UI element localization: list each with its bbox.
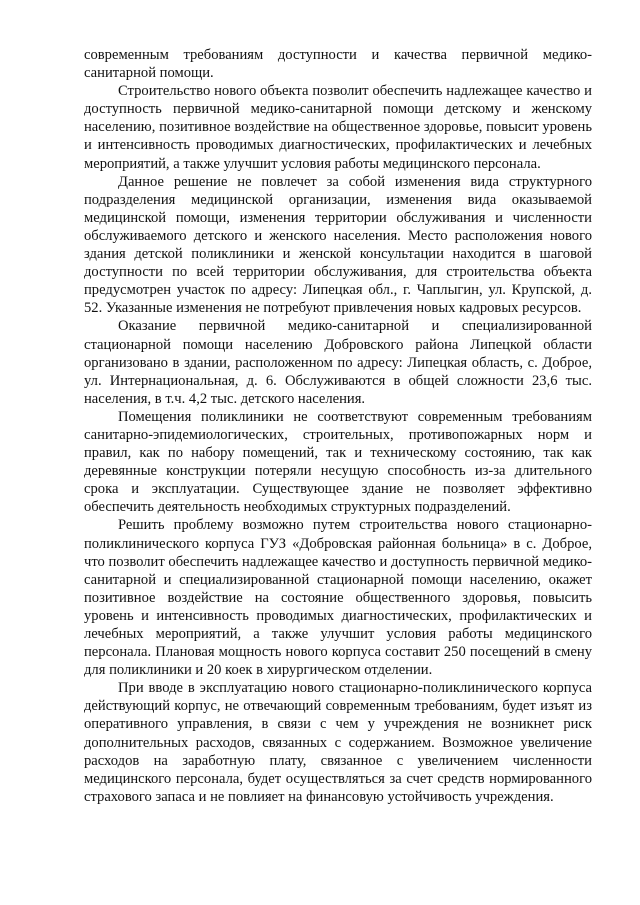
paragraph-building-condition: Помещения поликлиники не соответствуют современным требованиям санитарно-эпидемиологических, строительных, противопожарных норм и правил, как по набору помещений, так и техническому состоянию, так как деревянные конструкции потеряли несущую способность из-за длительного срока и эксплуатации. Существующее здание не позволяет эффективно обеспечить деятельность необходимых структурных подразделений. (84, 408, 592, 516)
paragraph-commissioning-finance: При вводе в эксплуатацию нового стационарно-поликлинического корпуса действующий корпус, не отвечающий современным требованиям, будет изъят из оперативного управления, в связи с чем у учреждения не возникнет риск дополнительных расходов, связанных с содержанием. Возможное увеличение расходов на заработную плату, связанное с увеличением численности медицинского персонала, будет осуществляться за счет средств нормированного страхового запаса и не повлияет на финансовую устойчивость учреждения. (84, 680, 592, 805)
paragraph-continuation: современным требованиям доступности и качества первичной медико-санитарной помощи. (84, 47, 592, 82)
paragraph-current-care-location: Оказание первичной медико-санитарной и специализированной стационарной помощи населению Добровского района Липецкой области организовано в здании, расположенном по адресу: Липецкая область, с. Доброе, ул. Интернациональная, д. 6. Обслуживаются в общей сложности 23,6 тыс. населения, в т.ч. 4,2 тыс. детского населения. (84, 318, 592, 407)
paragraph-construction-benefits: Строительство нового объекта позволит обеспечить надлежащее качество и доступность первичной медико-санитарной помощи детскому и женскому населению, позитивное воздействие на общественное здоровье, повысит уровень и интенсивность проводимых диагностических, профилактических и лечебных мероприятий, а также улучшит условия работы медицинского персонала. (84, 83, 592, 172)
document-page (84, 46, 592, 806)
paragraph-proposed-solution: Решить проблему возможно путем строительства нового стационарно-поликлинического корпуса ГУЗ «Добровская районная больница» в с. Доброе, что позволит обеспечить надлежащее качество и доступность первичной медико-санитарной и специализированной стационарной помощи населению, окажет позитивное воздействие на состояние общественного здоровья, повысить уровень и интенсивность проводимых диагностических, профилактических и лечебных мероприятий, а также улучшит условия работы медицинского персонала. Плановая мощность нового корпуса составит 250 посещений в смену для поликлиники и 20 коек в хирургическом отделении. (84, 517, 592, 679)
paragraph-decision-consequences: Данное решение не повлечет за собой изменения вида структурного подразделения медицинской организации, изменения вида оказываемой медицинской помощи, изменения территории обслуживания и численности обслуживаемого детского и женского населения. Место расположения нового здания детской поликлиники и женской консультации находится в шаговой доступности по всей территории обслуживания, для строительства объекта предусмотрен участок по адресу: Липецкая обл., г. Чаплыгин, ул. Крупской, д. 52. Указанные изменения не потребуют привлечения новых кадровых ресурсов. (84, 173, 592, 317)
